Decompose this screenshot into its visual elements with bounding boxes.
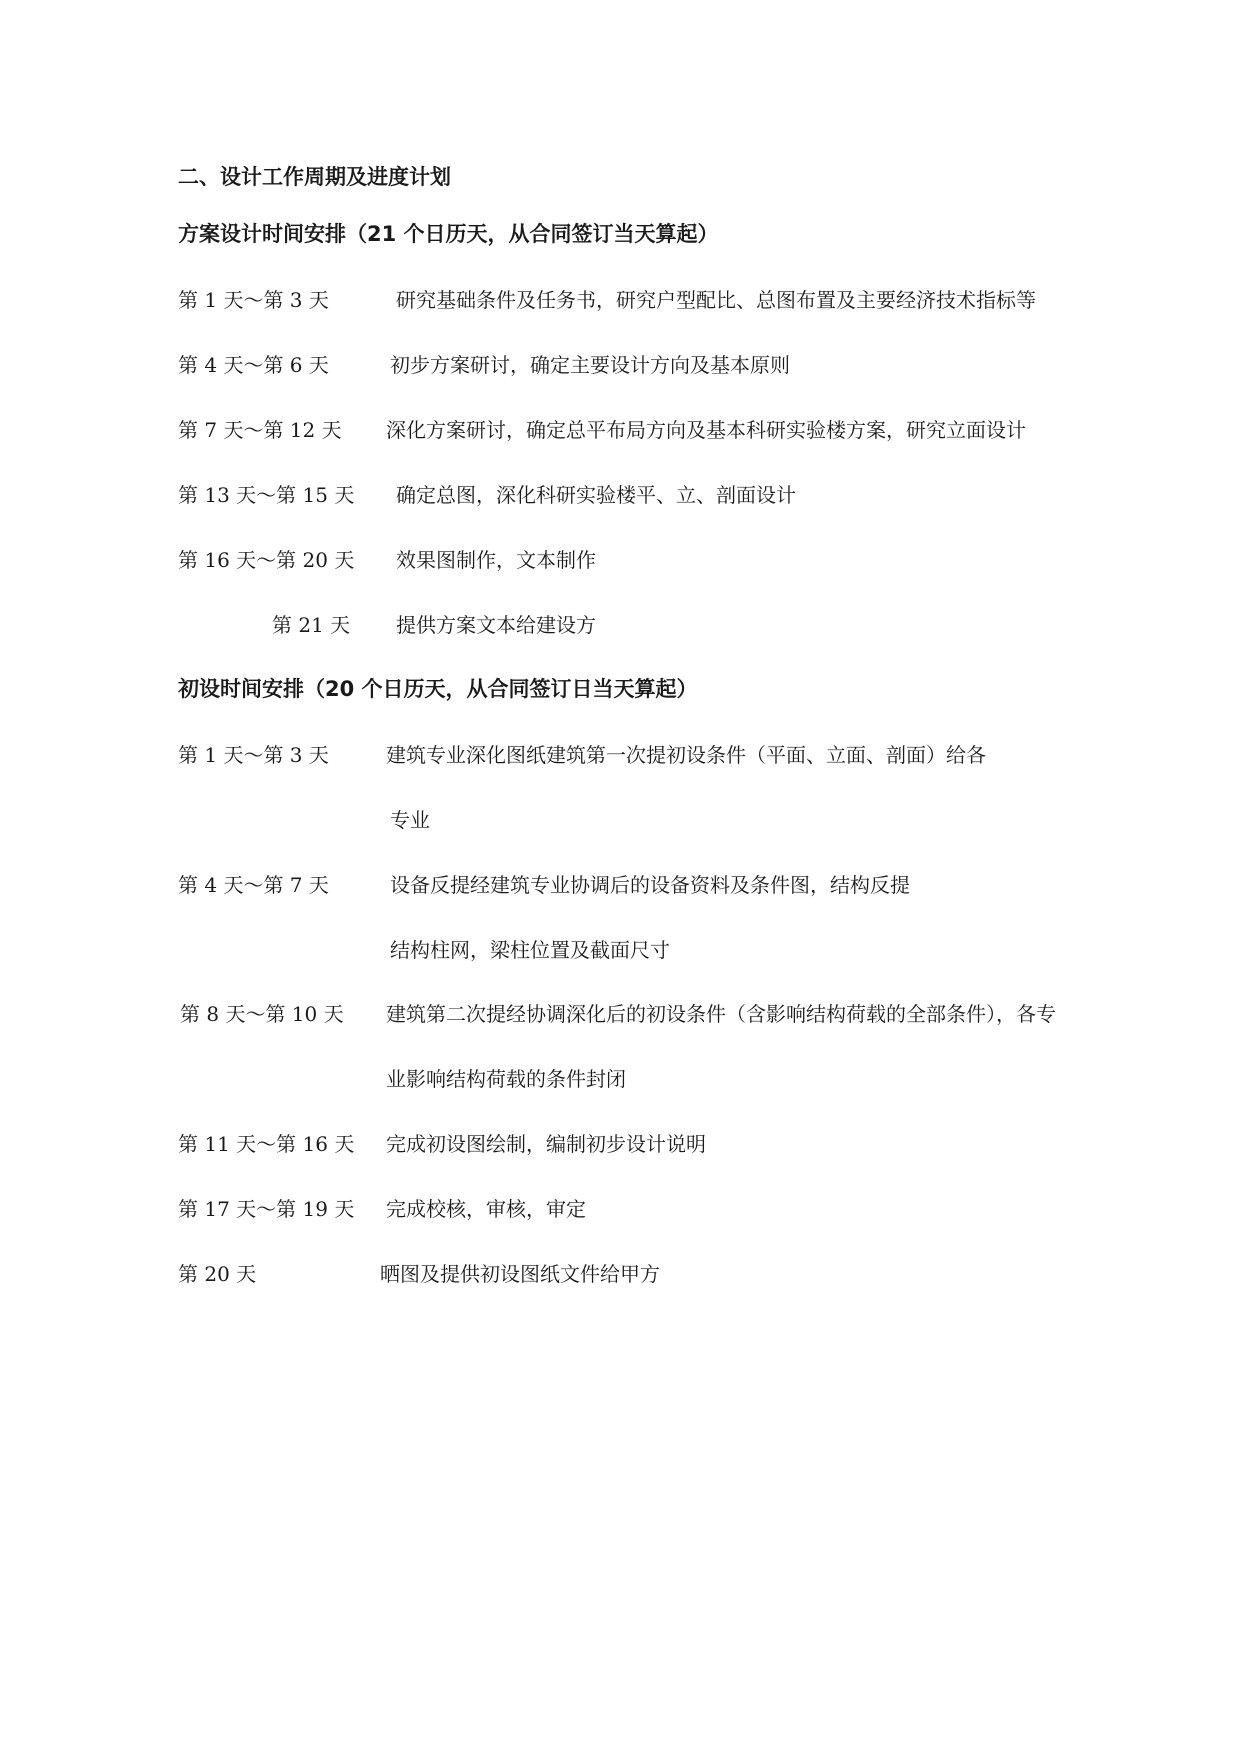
scheme-row-2-desc: 初步方案研讨，确定主要设计方向及基本原则 xyxy=(390,353,790,377)
scheme-row-5-day: 第 16 天～第 20 天 xyxy=(178,548,355,572)
scheme-row-2-day: 第 4 天～第 6 天 xyxy=(178,353,329,377)
scheme-row-3-day: 第 7 天～第 12 天 xyxy=(178,418,342,442)
prelim-row-2-day: 第 4 天～第 7 天 xyxy=(178,873,329,897)
scheme-row-3-desc: 深化方案研讨，确定总平布局方向及基本科研实验楼方案，研究立面设计 xyxy=(386,418,1026,442)
prelim-row-4-desc: 完成初设图绘制，编制初步设计说明 xyxy=(386,1132,706,1156)
scheme-heading: 方案设计时间安排（21 个日历天，从合同签订当天算起） xyxy=(178,222,719,246)
scheme-row-6-day: 第 21 天 xyxy=(272,613,351,637)
scheme-row-5-desc: 效果图制作，文本制作 xyxy=(396,548,596,572)
prelim-row-6-day: 第 20 天 xyxy=(178,1262,257,1286)
section-title: 二、设计工作周期及进度计划 xyxy=(178,165,451,189)
prelim-row-1-day: 第 1 天～第 3 天 xyxy=(178,743,329,767)
scheme-row-1-day: 第 1 天～第 3 天 xyxy=(178,288,329,312)
prelim-row-4-day: 第 11 天～第 16 天 xyxy=(178,1132,355,1156)
prelim-row-5-desc: 完成校核，审核，审定 xyxy=(386,1197,586,1221)
prelim-row-3-desc-cont: 业影响结构荷载的条件封闭 xyxy=(386,1067,626,1091)
prelim-row-3-desc: 建筑第二次提经协调深化后的初设条件（含影响结构荷载的全部条件），各专 xyxy=(386,1002,1056,1026)
prelim-row-1-desc: 建筑专业深化图纸建筑第一次提初设条件（平面、立面、剖面）给各 xyxy=(386,743,986,767)
prelim-row-1-desc-cont: 专业 xyxy=(390,808,430,832)
prelim-row-6-desc: 晒图及提供初设图纸文件给甲方 xyxy=(380,1262,660,1286)
prelim-row-5-day: 第 17 天～第 19 天 xyxy=(178,1197,355,1221)
scheme-row-6-desc: 提供方案文本给建设方 xyxy=(396,613,596,637)
prelim-row-3-day: 第 8 天～第 10 天 xyxy=(180,1002,344,1026)
prelim-row-2-desc: 设备反提经建筑专业协调后的设备资料及条件图，结构反提 xyxy=(390,873,910,897)
preliminary-heading: 初设时间安排（20 个日历天，从合同签订日当天算起） xyxy=(178,677,698,701)
scheme-row-1-desc: 研究基础条件及任务书，研究户型配比、总图布置及主要经济技术指标等 xyxy=(396,288,1036,312)
scheme-row-4-desc: 确定总图，深化科研实验楼平、立、剖面设计 xyxy=(396,483,796,507)
prelim-row-2-desc-cont: 结构柱网，梁柱位置及截面尺寸 xyxy=(390,938,670,962)
scheme-row-4-day: 第 13 天～第 15 天 xyxy=(178,483,355,507)
